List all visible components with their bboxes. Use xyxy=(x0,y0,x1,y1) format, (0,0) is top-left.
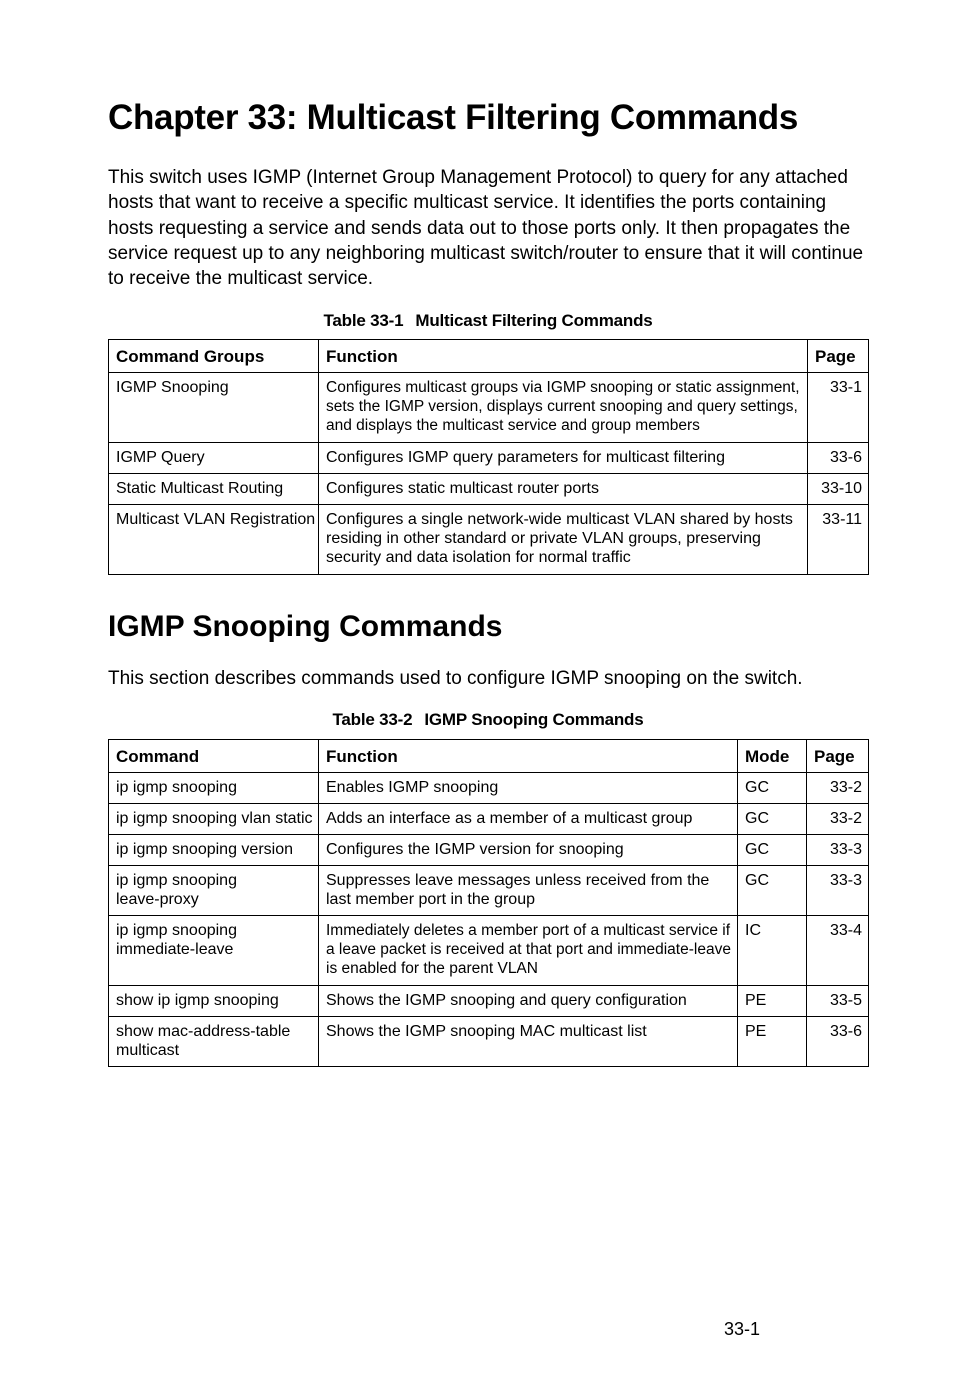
intro-paragraph: This switch uses IGMP (Internet Group Management Protocol) to query for any attached hosts that want to receive a specific multicast service. It identifies the ports containing hosts requesting a service and sends data out to those ports only. It then propagates the service request up to any neighboring multicast switch/router to ensure that it will continue to receive the multicast service. xyxy=(108,167,864,290)
command-group-cell: IGMP Snooping xyxy=(109,373,319,443)
table-header-row xyxy=(109,340,869,373)
mode-cell: GC xyxy=(738,804,807,835)
column-header: Function xyxy=(319,340,808,373)
section-title: IGMP Snooping Commands xyxy=(108,610,503,643)
column-header: Mode xyxy=(738,740,807,773)
function-cell: Adds an interface as a member of a multicast group xyxy=(319,804,738,835)
function-cell: Enables IGMP snooping xyxy=(319,773,738,804)
table-row xyxy=(109,866,869,916)
mode-cell: PE xyxy=(738,1017,807,1067)
page-cell: 33-3 xyxy=(807,835,869,866)
command-cell: ip igmp snooping vlan static xyxy=(109,804,319,835)
command-text: ip igmp snooping leave-proxy xyxy=(116,872,237,908)
command-text: ip igmp snooping immediate-leave xyxy=(116,922,237,958)
table2-caption-title: IGMP Snooping Commands xyxy=(424,710,644,729)
command-cell: ip igmp snooping version xyxy=(109,835,319,866)
column-header: Function xyxy=(319,740,738,773)
function-cell: Configures multicast groups via IGMP snooping or static assignment, sets the IGMP version, displays current snooping and query settings, and displays the multicast service and group members xyxy=(319,373,808,443)
command-group-cell: Multicast VLAN Registration xyxy=(109,505,319,575)
mode-cell: GC xyxy=(738,866,807,916)
column-header: Page xyxy=(807,740,869,773)
igmp-snooping-commands-table xyxy=(108,739,869,1067)
mode-cell: GC xyxy=(738,773,807,804)
column-header: Command Groups xyxy=(109,340,319,373)
page-cell: 33-6 xyxy=(808,443,869,474)
table-header-row xyxy=(109,740,869,773)
page-cell: 33-3 xyxy=(807,866,869,916)
table-row xyxy=(109,773,869,804)
function-cell: Configures the IGMP version for snooping xyxy=(319,835,738,866)
page-cell: 33-2 xyxy=(807,804,869,835)
function-cell: Shows the IGMP snooping and query configuration xyxy=(319,986,738,1017)
page-number: 33-1 xyxy=(723,1319,760,1339)
function-cell: Configures IGMP query parameters for multicast filtering xyxy=(319,443,808,474)
mode-cell: GC xyxy=(738,835,807,866)
table-row xyxy=(109,804,869,835)
table1-caption-number: Table 33-1 xyxy=(323,311,404,330)
table-row xyxy=(109,373,869,443)
table-row xyxy=(109,474,869,505)
mode-cell: PE xyxy=(738,986,807,1017)
column-header: Command xyxy=(109,740,319,773)
multicast-filtering-commands-table xyxy=(108,339,869,575)
command-cell xyxy=(109,866,319,916)
command-group-cell: IGMP Query xyxy=(109,443,319,474)
function-cell: Suppresses leave messages unless received from the last member port in the group xyxy=(319,866,738,916)
table1-caption xyxy=(108,311,868,331)
page-cell: 33-5 xyxy=(807,986,869,1017)
function-cell: Configures a single network-wide multicast VLAN shared by hosts residing in other standard or private VLAN groups, preserving security and data isolation for normal traffic xyxy=(319,505,808,575)
function-cell: Shows the IGMP snooping MAC multicast list xyxy=(319,1017,738,1067)
page-cell: 33-11 xyxy=(808,505,869,575)
table2-caption-number: Table 33-2 xyxy=(332,710,413,729)
table-row xyxy=(109,443,869,474)
table-row xyxy=(109,505,869,575)
mode-cell: IC xyxy=(738,916,807,986)
command-cell xyxy=(109,916,319,986)
command-group-cell: Static Multicast Routing xyxy=(109,474,319,505)
command-cell xyxy=(109,1017,319,1067)
command-text: show mac-address-table multicast xyxy=(116,1023,291,1059)
page-cell: 33-4 xyxy=(807,916,869,986)
column-header: Page xyxy=(808,340,869,373)
table2-caption xyxy=(108,710,868,730)
chapter-title: Chapter 33: Multicast Filtering Commands xyxy=(108,98,799,137)
command-cell: ip igmp snooping xyxy=(109,773,319,804)
page-cell: 33-6 xyxy=(807,1017,869,1067)
table1-caption-title: Multicast Filtering Commands xyxy=(415,311,653,330)
command-cell: show ip igmp snooping xyxy=(109,986,319,1017)
function-cell: Configures static multicast router ports xyxy=(319,474,808,505)
table-row xyxy=(109,835,869,866)
function-cell: Immediately deletes a member port of a multicast service if a leave packet is received at that port and immediate-leave is enabled for the parent VLAN xyxy=(319,916,738,986)
table-row xyxy=(109,986,869,1017)
page-cell: 33-10 xyxy=(808,474,869,505)
page-cell: 33-1 xyxy=(808,373,869,443)
section-intro-paragraph: This section describes commands used to configure IGMP snooping on the switch. xyxy=(108,668,803,689)
table-row xyxy=(109,1017,869,1067)
table-row xyxy=(109,916,869,986)
page-cell: 33-2 xyxy=(807,773,869,804)
